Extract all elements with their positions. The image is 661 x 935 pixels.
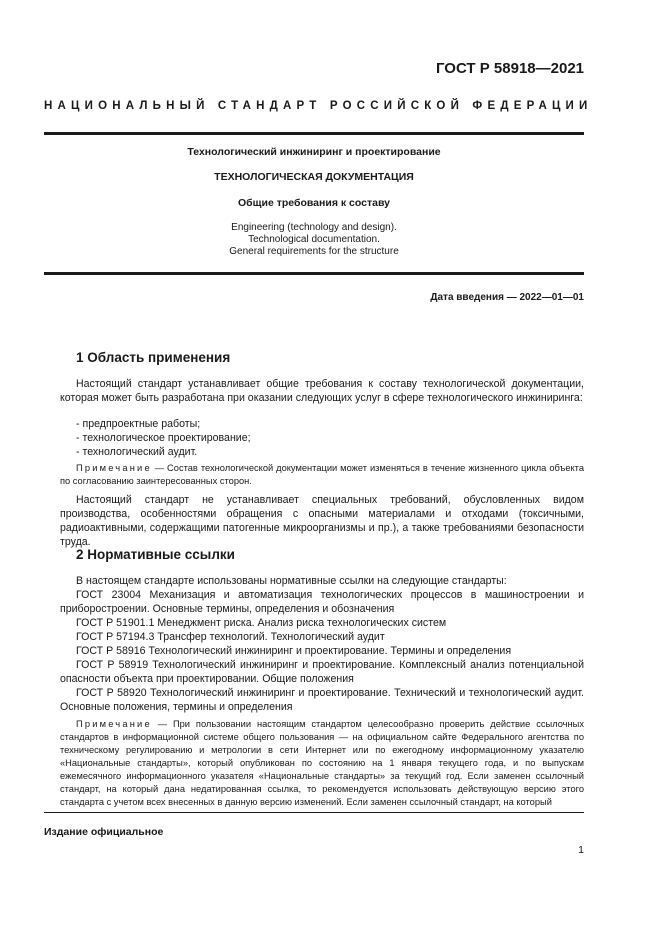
reference-text: ГОСТ Р 57194.3 Трансфер технологий. Технологический аудит <box>76 631 385 643</box>
title-sub: Общие требования к составу <box>237 197 391 209</box>
official-edition-label: Издание официальное <box>44 826 164 838</box>
paragraph <box>60 377 584 405</box>
page-number: 1 <box>578 844 584 856</box>
note-label: Примечание <box>76 719 152 729</box>
reference-text: ГОСТ Р 58919 Технологический инжиниринг и проектирование. Комплексный анализ потенциальной опасности объекта при проектировании. Общие положения <box>60 659 584 685</box>
reference-item <box>60 630 584 644</box>
section-heading-references: 2 Нормативные ссылки <box>76 547 235 562</box>
divider-title <box>44 272 584 275</box>
reference-item <box>60 658 584 686</box>
list-item: - предпроектные работы; <box>76 418 201 430</box>
note <box>60 462 584 488</box>
title-main: ТЕХНОЛОГИЧЕСКАЯ ДОКУМЕНТАЦИЯ <box>214 171 414 183</box>
effective-date: Дата введения — 2022—01—01 <box>430 292 584 303</box>
reference-item <box>60 588 584 616</box>
reference-item <box>60 644 584 658</box>
paragraph-text: Настоящий стандарт устанавливает общие требования к составу технологической документации, которая может быть разработана при оказании следующих услуг в сфере технологического инжиниринга: <box>60 378 584 404</box>
footer-divider <box>44 812 584 813</box>
english-title <box>44 222 584 258</box>
list-item: - технологический аудит. <box>76 446 198 458</box>
note-label: Примечание <box>76 463 152 473</box>
reference-text: ГОСТ 23004 Механизация и автоматизация технологических процессов в машиностроении и приборостроении. Основные термины, определения и обозначения <box>60 589 584 615</box>
paragraph-text: Настоящий стандарт не устанавливает специальных требований, обусловленных видом производства, особенностями обращения с опасными материалами и отходами (токсичными, радиоактивными, содержащими патогенные микроорганизмы и пр.), а также требованиями безопасности труда. <box>60 494 584 548</box>
reference-text: ГОСТ Р 58916 Технологический инжиниринг и проектирование. Термины и определения <box>76 645 512 657</box>
reference-text: ГОСТ Р 51901.1 Менеджмент риска. Анализ риска технологических систем <box>76 617 447 629</box>
reference-item <box>60 616 584 630</box>
note-text: — Состав технологической документации может изменяться в течение жизненного цикла объекта по согласованию заинтересованных сторон. <box>60 463 584 486</box>
english-title-line: General requirements for the structure <box>229 246 399 257</box>
english-title-line: Engineering (technology and design). <box>231 222 397 233</box>
list-item: - технологическое проектирование; <box>76 432 251 444</box>
title-topic: Технологический инжиниринг и проектирование <box>187 146 441 158</box>
paragraph <box>60 493 584 549</box>
standard-banner: НАЦИОНАЛЬНЫЙ СТАНДАРТ РОССИЙСКОЙ ФЕДЕРАЦИИ <box>44 100 593 112</box>
section-heading-scope: 1 Область применения <box>76 350 231 365</box>
reference-item <box>60 686 584 714</box>
paragraph <box>60 574 584 588</box>
reference-text: ГОСТ Р 58920 Технологический инжиниринг и проектирование. Технический и технологический аудит. Основные положения, термины и определения <box>60 687 584 713</box>
paragraph-text: В настоящем стандарте использованы нормативные ссылки на следующие стандарты: <box>76 575 507 587</box>
divider-top <box>44 132 584 135</box>
note <box>60 718 584 809</box>
english-title-line: Technological documentation. <box>248 234 380 245</box>
note-text: — При пользовании настоящим стандартом целесообразно проверить действие ссылочных стандартов в информационной системе общего пользования — на официальном сайте Федерального агентства по техническому регулированию и метрологии в сети Интернет или по ежегодному информационному указателю «Национальные стандарты», который опубликован по состоянию на 1 января текущего года, и по выпускам ежемесячного информационного указателя «Национальные стандарты» за текущий год. Если заменен ссылочный стандарт, на который дана недатированная ссылка, то рекомендуется использовать действующую версию этого стандарта с учетом всех внесенных в данную версию изменений. Если заменен ссылочный стандарт, на который <box>60 719 584 807</box>
doc-number: ГОСТ Р 58918—2021 <box>435 60 584 77</box>
